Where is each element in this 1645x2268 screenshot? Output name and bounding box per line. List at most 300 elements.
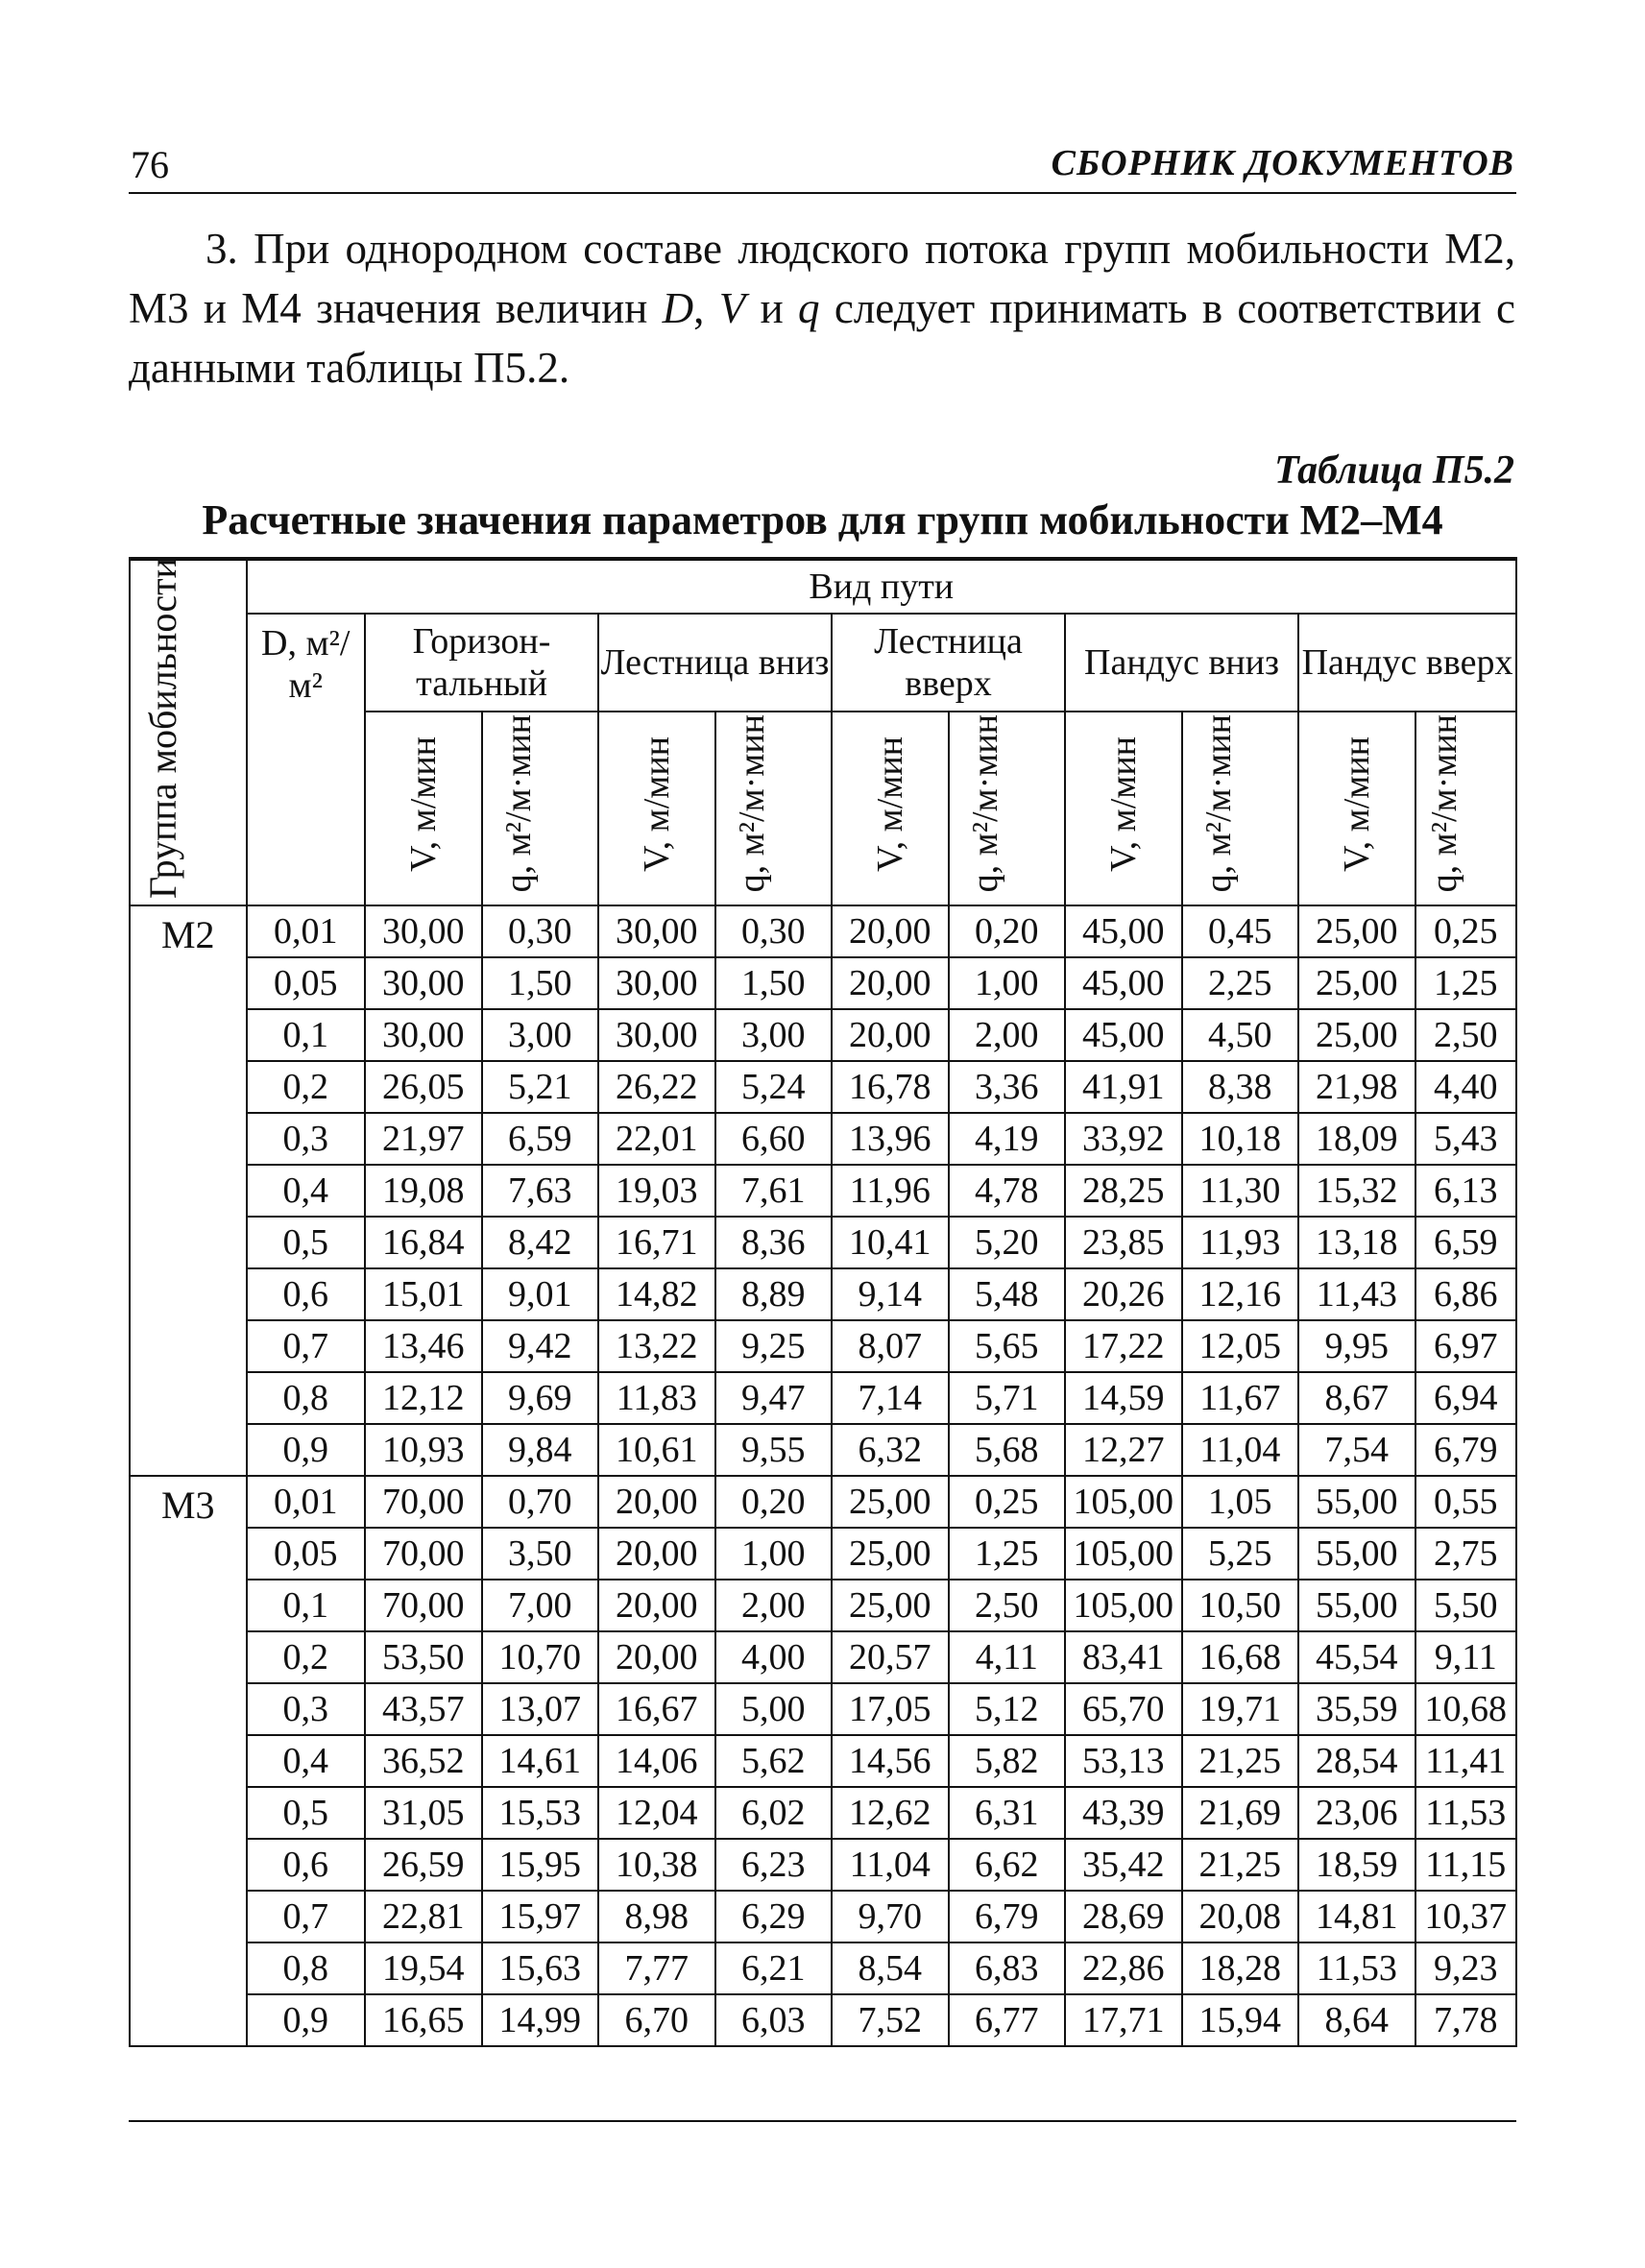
velocity-label: V, м/мин xyxy=(636,736,677,872)
value-cell: 18,28 xyxy=(1182,1942,1299,1994)
density-cell: 0,8 xyxy=(247,1372,366,1424)
value-cell: 6,02 xyxy=(715,1787,833,1839)
value-cell: 2,75 xyxy=(1415,1528,1516,1580)
value-cell: 55,00 xyxy=(1298,1476,1415,1528)
value-cell: 20,00 xyxy=(598,1528,715,1580)
value-cell: 4,78 xyxy=(949,1165,1066,1217)
flow-column-header xyxy=(949,712,1066,905)
flow-label: q, м²/м·мин xyxy=(1424,714,1465,893)
value-cell: 30,00 xyxy=(598,1009,715,1061)
value-cell: 6,79 xyxy=(1415,1424,1516,1476)
value-cell: 13,18 xyxy=(1298,1217,1415,1268)
value-cell: 19,54 xyxy=(365,1942,482,1994)
velocity-column-header xyxy=(365,712,482,905)
value-cell: 0,20 xyxy=(715,1476,833,1528)
value-cell: 55,00 xyxy=(1298,1528,1415,1580)
value-cell: 105,00 xyxy=(1065,1580,1182,1631)
group-name-cell: М3 xyxy=(130,1476,247,2046)
data-table xyxy=(129,557,1517,2047)
value-cell: 11,53 xyxy=(1298,1942,1415,1994)
value-cell: 2,00 xyxy=(949,1009,1066,1061)
footer-rule xyxy=(129,2120,1516,2122)
value-cell: 25,00 xyxy=(1298,905,1415,957)
value-cell: 1,00 xyxy=(949,957,1066,1009)
density-cell: 0,1 xyxy=(247,1009,366,1061)
table-row xyxy=(130,1165,1516,1217)
value-cell: 14,56 xyxy=(832,1735,949,1787)
value-cell: 8,38 xyxy=(1182,1061,1299,1113)
value-cell: 16,67 xyxy=(598,1683,715,1735)
value-cell: 45,00 xyxy=(1065,905,1182,957)
value-cell: 9,47 xyxy=(715,1372,833,1424)
group-name-cell: М2 xyxy=(130,905,247,1476)
table-row xyxy=(130,905,1516,957)
value-cell: 4,50 xyxy=(1182,1009,1299,1061)
value-cell: 9,01 xyxy=(482,1268,599,1320)
table-caption: Расчетные значения параметров для групп мобильности М2–М4 xyxy=(202,496,1443,543)
value-cell: 21,25 xyxy=(1182,1839,1299,1891)
value-cell: 36,52 xyxy=(365,1735,482,1787)
value-cell: 0,45 xyxy=(1182,905,1299,957)
value-cell: 15,97 xyxy=(482,1891,599,1942)
value-cell: 13,46 xyxy=(365,1320,482,1372)
value-cell: 70,00 xyxy=(365,1528,482,1580)
value-cell: 10,50 xyxy=(1182,1580,1299,1631)
value-cell: 21,69 xyxy=(1182,1787,1299,1839)
value-cell: 23,06 xyxy=(1298,1787,1415,1839)
path-type-header: Горизон-тальный xyxy=(365,614,598,712)
value-cell: 5,21 xyxy=(482,1061,599,1113)
value-cell: 5,43 xyxy=(1415,1113,1516,1165)
velocity-label: V, м/мин xyxy=(869,736,910,872)
value-cell: 7,14 xyxy=(832,1372,949,1424)
value-cell: 0,70 xyxy=(482,1476,599,1528)
velocity-column-header xyxy=(598,712,715,905)
table-row xyxy=(130,1528,1516,1580)
density-cell: 0,3 xyxy=(247,1683,366,1735)
value-cell: 1,25 xyxy=(1415,957,1516,1009)
symbol-D: D xyxy=(662,284,694,332)
value-cell: 16,71 xyxy=(598,1217,715,1268)
flow-label: q, м²/м·мин xyxy=(498,714,540,893)
value-cell: 7,00 xyxy=(482,1580,599,1631)
table-row xyxy=(130,1424,1516,1476)
value-cell: 15,53 xyxy=(482,1787,599,1839)
value-cell: 7,77 xyxy=(598,1942,715,1994)
value-cell: 25,00 xyxy=(1298,957,1415,1009)
path-type-header: Пандус вниз xyxy=(1065,614,1298,712)
value-cell: 12,27 xyxy=(1065,1424,1182,1476)
path-type-header: Лестница вверх xyxy=(832,614,1065,712)
density-cell: 0,2 xyxy=(247,1061,366,1113)
value-cell: 5,24 xyxy=(715,1061,833,1113)
value-cell: 6,79 xyxy=(949,1891,1066,1942)
value-cell: 11,43 xyxy=(1298,1268,1415,1320)
value-cell: 12,62 xyxy=(832,1787,949,1839)
value-cell: 8,42 xyxy=(482,1217,599,1268)
value-cell: 6,59 xyxy=(482,1113,599,1165)
value-cell: 8,07 xyxy=(832,1320,949,1372)
density-cell: 0,2 xyxy=(247,1631,366,1683)
value-cell: 7,52 xyxy=(832,1994,949,2046)
value-cell: 23,85 xyxy=(1065,1217,1182,1268)
table-row xyxy=(130,1942,1516,1994)
value-cell: 9,25 xyxy=(715,1320,833,1372)
value-cell: 4,40 xyxy=(1415,1061,1516,1113)
symbol-q: q xyxy=(798,284,820,332)
value-cell: 35,59 xyxy=(1298,1683,1415,1735)
value-cell: 10,61 xyxy=(598,1424,715,1476)
value-cell: 12,12 xyxy=(365,1372,482,1424)
value-cell: 45,00 xyxy=(1065,957,1182,1009)
path-type-header: Пандус вверх xyxy=(1298,614,1516,712)
value-cell: 6,62 xyxy=(949,1839,1066,1891)
value-cell: 28,25 xyxy=(1065,1165,1182,1217)
group-column-label: Группа мобильности xyxy=(140,557,184,899)
value-cell: 5,20 xyxy=(949,1217,1066,1268)
table-row xyxy=(130,1787,1516,1839)
value-cell: 20,00 xyxy=(832,1009,949,1061)
symbol-V: V xyxy=(718,284,746,332)
table-row xyxy=(130,1009,1516,1061)
value-cell: 3,00 xyxy=(482,1009,599,1061)
value-cell: 10,18 xyxy=(1182,1113,1299,1165)
value-cell: 1,50 xyxy=(715,957,833,1009)
value-cell: 14,82 xyxy=(598,1268,715,1320)
value-cell: 5,50 xyxy=(1415,1580,1516,1631)
value-cell: 5,62 xyxy=(715,1735,833,1787)
value-cell: 11,67 xyxy=(1182,1372,1299,1424)
value-cell: 12,04 xyxy=(598,1787,715,1839)
value-cell: 105,00 xyxy=(1065,1528,1182,1580)
value-cell: 0,30 xyxy=(482,905,599,957)
value-cell: 16,84 xyxy=(365,1217,482,1268)
value-cell: 65,70 xyxy=(1065,1683,1182,1735)
density-cell: 0,6 xyxy=(247,1839,366,1891)
value-cell: 30,00 xyxy=(598,957,715,1009)
value-cell: 14,81 xyxy=(1298,1891,1415,1942)
value-cell: 20,57 xyxy=(832,1631,949,1683)
density-cell: 0,5 xyxy=(247,1217,366,1268)
value-cell: 45,00 xyxy=(1065,1009,1182,1061)
value-cell: 22,01 xyxy=(598,1113,715,1165)
value-cell: 9,84 xyxy=(482,1424,599,1476)
paragraph-text-1: 3. При однородном составе людского потока групп мобильности М2, М3 и М4 значения величин xyxy=(129,225,1515,332)
value-cell: 30,00 xyxy=(365,1009,482,1061)
value-cell: 22,81 xyxy=(365,1891,482,1942)
value-cell: 5,12 xyxy=(949,1683,1066,1735)
value-cell: 1,50 xyxy=(482,957,599,1009)
value-cell: 15,95 xyxy=(482,1839,599,1891)
value-cell: 1,00 xyxy=(715,1528,833,1580)
value-cell: 20,00 xyxy=(598,1580,715,1631)
value-cell: 5,82 xyxy=(949,1735,1066,1787)
value-cell: 9,69 xyxy=(482,1372,599,1424)
value-cell: 17,22 xyxy=(1065,1320,1182,1372)
value-cell: 0,55 xyxy=(1415,1476,1516,1528)
velocity-column-header xyxy=(1298,712,1415,905)
value-cell: 43,39 xyxy=(1065,1787,1182,1839)
value-cell: 9,14 xyxy=(832,1268,949,1320)
paragraph-text-2: следует принимать в соответствии с данными таблицы П5.2. xyxy=(129,284,1515,392)
density-cell: 0,9 xyxy=(247,1424,366,1476)
value-cell: 33,92 xyxy=(1065,1113,1182,1165)
density-cell: 0,1 xyxy=(247,1580,366,1631)
value-cell: 2,00 xyxy=(715,1580,833,1631)
density-cell: 0,3 xyxy=(247,1113,366,1165)
value-cell: 10,68 xyxy=(1415,1683,1516,1735)
value-cell: 3,00 xyxy=(715,1009,833,1061)
value-cell: 6,59 xyxy=(1415,1217,1516,1268)
value-cell: 7,63 xyxy=(482,1165,599,1217)
value-cell: 10,93 xyxy=(365,1424,482,1476)
flow-column-header xyxy=(715,712,833,905)
value-cell: 6,97 xyxy=(1415,1320,1516,1372)
value-cell: 14,59 xyxy=(1065,1372,1182,1424)
value-cell: 0,30 xyxy=(715,905,833,957)
value-cell: 8,98 xyxy=(598,1891,715,1942)
flow-label: q, м²/м·мин xyxy=(965,714,1006,893)
density-cell: 0,4 xyxy=(247,1735,366,1787)
table-row xyxy=(130,1994,1516,2046)
value-cell: 45,54 xyxy=(1298,1631,1415,1683)
density-cell: 0,7 xyxy=(247,1891,366,1942)
value-cell: 2,50 xyxy=(1415,1009,1516,1061)
density-cell: 0,05 xyxy=(247,957,366,1009)
velocity-label: V, м/мин xyxy=(1102,736,1144,872)
value-cell: 3,50 xyxy=(482,1528,599,1580)
paragraph-and: и xyxy=(745,284,799,332)
value-cell: 53,50 xyxy=(365,1631,482,1683)
group-column-header xyxy=(130,559,247,905)
value-cell: 4,19 xyxy=(949,1113,1066,1165)
table-row xyxy=(130,1891,1516,1942)
value-cell: 15,32 xyxy=(1298,1165,1415,1217)
value-cell: 11,96 xyxy=(832,1165,949,1217)
value-cell: 20,00 xyxy=(598,1631,715,1683)
value-cell: 12,16 xyxy=(1182,1268,1299,1320)
table-row xyxy=(130,1061,1516,1113)
value-cell: 11,04 xyxy=(832,1839,949,1891)
table-label: Таблица П5.2 xyxy=(1274,448,1514,493)
value-cell: 4,11 xyxy=(949,1631,1066,1683)
value-cell: 70,00 xyxy=(365,1580,482,1631)
value-cell: 21,97 xyxy=(365,1113,482,1165)
value-cell: 26,59 xyxy=(365,1839,482,1891)
table-row xyxy=(130,1372,1516,1424)
value-cell: 17,71 xyxy=(1065,1994,1182,2046)
flow-column-header xyxy=(1182,712,1299,905)
value-cell: 25,00 xyxy=(832,1580,949,1631)
value-cell: 7,61 xyxy=(715,1165,833,1217)
value-cell: 5,65 xyxy=(949,1320,1066,1372)
table-row xyxy=(130,1839,1516,1891)
value-cell: 2,50 xyxy=(949,1580,1066,1631)
value-cell: 30,00 xyxy=(365,905,482,957)
value-cell: 6,13 xyxy=(1415,1165,1516,1217)
value-cell: 16,65 xyxy=(365,1994,482,2046)
density-cell: 0,05 xyxy=(247,1528,366,1580)
flow-column-header xyxy=(482,712,599,905)
value-cell: 9,70 xyxy=(832,1891,949,1942)
value-cell: 30,00 xyxy=(598,905,715,957)
value-cell: 9,11 xyxy=(1415,1631,1516,1683)
value-cell: 25,00 xyxy=(1298,1009,1415,1061)
value-cell: 25,00 xyxy=(832,1528,949,1580)
density-cell: 0,01 xyxy=(247,905,366,957)
density-cell: 0,01 xyxy=(247,1476,366,1528)
value-cell: 11,93 xyxy=(1182,1217,1299,1268)
value-cell: 8,89 xyxy=(715,1268,833,1320)
value-cell: 10,37 xyxy=(1415,1891,1516,1942)
table-row xyxy=(130,1476,1516,1528)
value-cell: 5,68 xyxy=(949,1424,1066,1476)
value-cell: 28,69 xyxy=(1065,1891,1182,1942)
velocity-column-header xyxy=(832,712,949,905)
velocity-label: V, м/мин xyxy=(1336,736,1377,872)
value-cell: 31,05 xyxy=(365,1787,482,1839)
value-cell: 12,05 xyxy=(1182,1320,1299,1372)
value-cell: 9,23 xyxy=(1415,1942,1516,1994)
value-cell: 5,25 xyxy=(1182,1528,1299,1580)
value-cell: 22,86 xyxy=(1065,1942,1182,1994)
value-cell: 55,00 xyxy=(1298,1580,1415,1631)
value-cell: 8,36 xyxy=(715,1217,833,1268)
value-cell: 18,09 xyxy=(1298,1113,1415,1165)
value-cell: 6,83 xyxy=(949,1942,1066,1994)
value-cell: 6,94 xyxy=(1415,1372,1516,1424)
value-cell: 4,00 xyxy=(715,1631,833,1683)
value-cell: 14,06 xyxy=(598,1735,715,1787)
data-table-container xyxy=(129,557,1517,2047)
table-row xyxy=(130,957,1516,1009)
value-cell: 20,00 xyxy=(832,905,949,957)
paragraph-comma: , xyxy=(693,284,719,332)
value-cell: 16,78 xyxy=(832,1061,949,1113)
value-cell: 43,57 xyxy=(365,1683,482,1735)
value-cell: 16,68 xyxy=(1182,1631,1299,1683)
value-cell: 83,41 xyxy=(1065,1631,1182,1683)
value-cell: 7,54 xyxy=(1298,1424,1415,1476)
value-cell: 6,77 xyxy=(949,1994,1066,2046)
value-cell: 11,30 xyxy=(1182,1165,1299,1217)
density-cell: 0,4 xyxy=(247,1165,366,1217)
value-cell: 14,61 xyxy=(482,1735,599,1787)
table-row xyxy=(130,1217,1516,1268)
value-cell: 18,59 xyxy=(1298,1839,1415,1891)
value-cell: 25,00 xyxy=(832,1476,949,1528)
value-cell: 20,08 xyxy=(1182,1891,1299,1942)
value-cell: 5,00 xyxy=(715,1683,833,1735)
path-type-header: Лестница вниз xyxy=(598,614,832,712)
value-cell: 11,41 xyxy=(1415,1735,1516,1787)
value-cell: 8,54 xyxy=(832,1942,949,1994)
velocity-label: V, м/мин xyxy=(402,736,444,872)
value-cell: 19,71 xyxy=(1182,1683,1299,1735)
value-cell: 10,38 xyxy=(598,1839,715,1891)
density-cell: 0,9 xyxy=(247,1994,366,2046)
density-cell: 0,8 xyxy=(247,1942,366,1994)
value-cell: 13,22 xyxy=(598,1320,715,1372)
value-cell: 53,13 xyxy=(1065,1735,1182,1787)
value-cell: 1,05 xyxy=(1182,1476,1299,1528)
value-cell: 17,05 xyxy=(832,1683,949,1735)
table-row xyxy=(130,1683,1516,1735)
value-cell: 9,95 xyxy=(1298,1320,1415,1372)
header-rule xyxy=(129,192,1516,194)
flow-label: q, м²/м·мин xyxy=(732,714,773,893)
value-cell: 15,94 xyxy=(1182,1994,1299,2046)
value-cell: 0,25 xyxy=(1415,905,1516,957)
density-cell: 0,7 xyxy=(247,1320,366,1372)
value-cell: 6,31 xyxy=(949,1787,1066,1839)
value-cell: 6,70 xyxy=(598,1994,715,2046)
density-cell: 0,6 xyxy=(247,1268,366,1320)
running-title: СБОРНИК ДОКУМЕНТОВ xyxy=(1051,143,1514,183)
way-type-header: Вид пути xyxy=(247,559,1517,614)
value-cell: 21,25 xyxy=(1182,1735,1299,1787)
flow-column-header xyxy=(1415,712,1516,905)
value-cell: 20,26 xyxy=(1065,1268,1182,1320)
value-cell: 30,00 xyxy=(365,957,482,1009)
table-row xyxy=(130,1580,1516,1631)
value-cell: 5,48 xyxy=(949,1268,1066,1320)
value-cell: 105,00 xyxy=(1065,1476,1182,1528)
value-cell: 8,64 xyxy=(1298,1994,1415,2046)
page-number: 76 xyxy=(131,143,169,186)
value-cell: 3,36 xyxy=(949,1061,1066,1113)
value-cell: 21,98 xyxy=(1298,1061,1415,1113)
value-cell: 6,21 xyxy=(715,1942,833,1994)
density-column-header: D, м²/м² xyxy=(247,614,366,905)
table-row xyxy=(130,1735,1516,1787)
value-cell: 0,20 xyxy=(949,905,1066,957)
value-cell: 20,00 xyxy=(832,957,949,1009)
velocity-column-header xyxy=(1065,712,1182,905)
density-cell: 0,5 xyxy=(247,1787,366,1839)
value-cell: 9,55 xyxy=(715,1424,833,1476)
table-row xyxy=(130,1631,1516,1683)
value-cell: 10,70 xyxy=(482,1631,599,1683)
value-cell: 10,41 xyxy=(832,1217,949,1268)
value-cell: 6,86 xyxy=(1415,1268,1516,1320)
value-cell: 11,04 xyxy=(1182,1424,1299,1476)
value-cell: 6,23 xyxy=(715,1839,833,1891)
value-cell: 6,60 xyxy=(715,1113,833,1165)
value-cell: 8,67 xyxy=(1298,1372,1415,1424)
table-row xyxy=(130,1113,1516,1165)
flow-label: q, м²/м·мин xyxy=(1198,714,1240,893)
value-cell: 1,25 xyxy=(949,1528,1066,1580)
value-cell: 6,29 xyxy=(715,1891,833,1942)
value-cell: 41,91 xyxy=(1065,1061,1182,1113)
value-cell: 11,15 xyxy=(1415,1839,1516,1891)
intro-paragraph xyxy=(129,219,1515,398)
value-cell: 13,07 xyxy=(482,1683,599,1735)
value-cell: 15,01 xyxy=(365,1268,482,1320)
value-cell: 5,71 xyxy=(949,1372,1066,1424)
value-cell: 6,32 xyxy=(832,1424,949,1476)
value-cell: 26,05 xyxy=(365,1061,482,1113)
value-cell: 19,08 xyxy=(365,1165,482,1217)
value-cell: 11,53 xyxy=(1415,1787,1516,1839)
value-cell: 70,00 xyxy=(365,1476,482,1528)
value-cell: 35,42 xyxy=(1065,1839,1182,1891)
value-cell: 14,99 xyxy=(482,1994,599,2046)
value-cell: 20,00 xyxy=(598,1476,715,1528)
value-cell: 26,22 xyxy=(598,1061,715,1113)
value-cell: 2,25 xyxy=(1182,957,1299,1009)
